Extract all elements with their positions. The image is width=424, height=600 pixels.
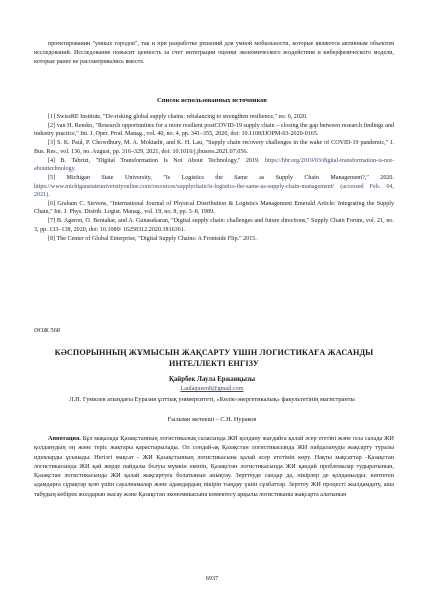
udk-code: ӘОЖ 568 bbox=[34, 327, 60, 334]
reference-link[interactable]: https://hbr.org/2019/03/digital-transformation-is-not-abouttechnology. bbox=[34, 157, 394, 173]
page-number: 6937 bbox=[205, 575, 219, 582]
reference-item bbox=[34, 113, 394, 121]
reference-item bbox=[34, 217, 394, 234]
reference-link[interactable]: https://www.michiganstateuniversityonline.com/resources/supplychain/is-logistics-the-same-as-supply-chain-management/ (accessed Feb. 04, 2021). bbox=[34, 183, 394, 199]
reference-text: [6] Graham C. Stevens, "International Journal of Physical Distribution & Logistics Management Emerald Article: Integrating the Supply Chain," Int. J. Phys. Distrib. Logist. Manag., vol. 19, no. 8, pp. 3–8, 1989. bbox=[34, 201, 394, 216]
abstract-paragraph bbox=[34, 434, 394, 499]
reference-item bbox=[34, 157, 394, 174]
reference-item bbox=[34, 122, 394, 139]
supervisor-line: Ғылыми жетекші – С.Н. Нураков bbox=[167, 416, 257, 423]
references-heading: Список использованных источников bbox=[157, 97, 267, 104]
intro-paragraph: проектировании "умных городов", так и при разработке решений для умной мобильности, которые являются активным объектом исследований. Исследование повысит ценность за счет интеграции оценки экономического воздействия и киберфизического модели, которые ранее не рассматривались вместе. bbox=[34, 41, 394, 66]
reference-text: [2] van H. Remko, "Research opportunities for a more resilient postCOVID-19 supply chain – closing the gap between research findings and industry practice," Int. J. Oper. Prod. Manag., vol. 40, no. 4, pp. 341–355, 2020, doi: 10.1108/IJOPM-03-2020-0165. bbox=[34, 123, 394, 138]
reference-text: [4] B. Tabrizi, "Digital Transformation Is Not About Technology," 2019. bbox=[48, 157, 260, 164]
reference-text: [8] The Center of Global Enterprise, "Digital Supply Chains: A Frontside Flip." 2015. bbox=[48, 235, 257, 242]
reference-text: [5] Michigan State University, "Is Logistics the Same as Supply Chain Management?," 2020. bbox=[48, 175, 394, 182]
abstract-text: Бұл мақалада Қазақстанның логистикалық саласында ЖИ қолдану жағдайға қалай әсер ететіні және осы салада ЖИ қолданудың оң және теріс жақтары қарастырылады. Ол сондай-ақ Қазақстан логистикасында ЖИ пайдалануды жақсарту туралы идеяларды ұсынады. Негізгі мақсат - ЖИ Қазақстанның логистикасына қалай әсер ететінін көру. Нақты мақсаттар -Қазақстан логистикасында ЖИ қай жерде пайдалы болуы мүмкін екенін, Қазақстан логистикасында ЖИ қандай проблемалар тудыратынын, Қазақстан логистикасында ЖИ қалай жақсартуға болатынын анықтау. Зерттеуде сандар да, пікірлер де қолданылды: көптеген адамдарға сұрақтар қою үшін сауалнамалар және адамдардың пікірін тыңдау үшін сұхбаттар. Зерттеу ЖИ процесті жылдамдату, аша табудың көбірек жолдарын жасау және Қазақстан экономикасына көмектесу арқылы логистиканы жақсарта алатынын bbox=[34, 435, 394, 498]
reference-text: [3] S. K. Paul, P. Chowdhury, M. A. Moktadir, and K. H. Lau, "Supply chain recovery challenges in the wake of COVID-19 pandemic," J. Bus. Res., vol. 136, no. August, pp. 316–329, 2021, doi: 10.1016/j.jbusres.2021.07.056. bbox=[34, 140, 394, 155]
reference-text: [7] B. Ageron, O. Bentahar, and A. Gunasekaran, "Digital supply chain: challenges and future directions," Supply Chain Forum, vol. 21, no. 3, pp. 133–138, 2020, doi: 10.1080/ 16258312.2020.1816361. bbox=[34, 218, 394, 233]
reference-item bbox=[34, 139, 394, 156]
references-list bbox=[34, 113, 394, 244]
author-name: Қайрбек Лаула Ержанқызы bbox=[168, 376, 256, 383]
reference-item bbox=[34, 200, 394, 217]
reference-item bbox=[34, 174, 394, 199]
abstract-label: Аннотация. bbox=[48, 435, 81, 442]
reference-item bbox=[34, 235, 394, 243]
article-title: КӘСПОРЫННЫҢ ЖҰМЫСЫН ЖАҚСАРТУ ҮШІН ЛОГИСТИКАҒА ЖАСАНДЫ ИНТЕЛЛЕКТІ ЕНГІЗУ bbox=[54, 348, 374, 368]
author-affiliation: Л.Н. Гумилев атындағы Еуразия ұлттық университеті, «Көлік-энергетикалық» факультетінің магистранты bbox=[69, 396, 355, 403]
reference-text: [1] SwissRE Institute, "De-risking global supply chains: rebalancing to strengthen resilience," no. 6, 2020. bbox=[48, 114, 308, 120]
author-email-link[interactable]: Laulaqueen8@gmail.com bbox=[180, 386, 244, 392]
